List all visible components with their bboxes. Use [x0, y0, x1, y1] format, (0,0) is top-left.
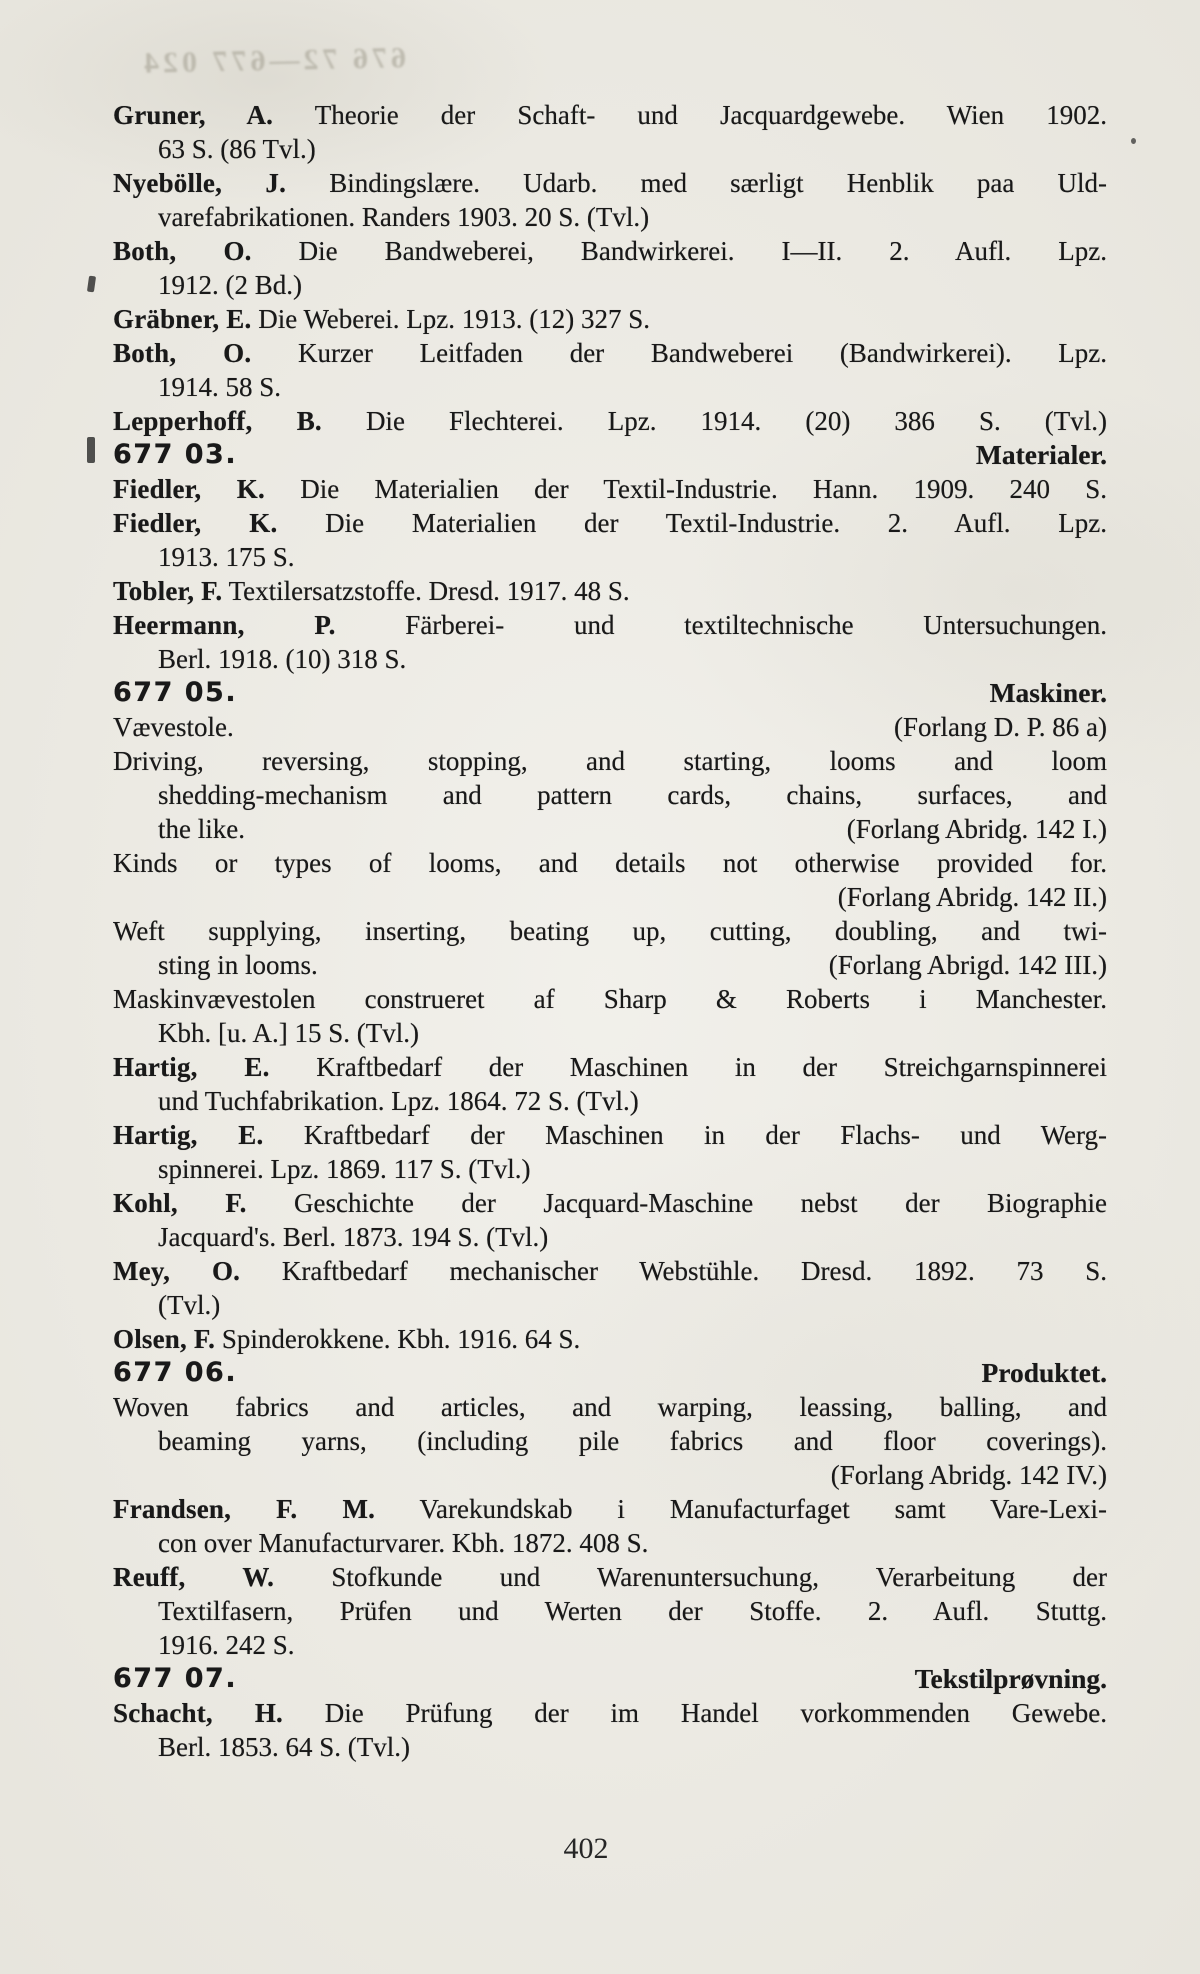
author-name: Lepperhoff, B.: [113, 406, 322, 436]
entry-line: [113, 472, 1107, 506]
entry-line: [113, 370, 1107, 404]
entry-text: Kraftbedarf mechanischer Webstühle. Dresd. 1892. 73 S.: [281, 1256, 1107, 1286]
scan-artifact: [87, 437, 95, 463]
section-heading-row: [113, 1662, 1107, 1696]
author-name: Both, O.: [113, 338, 252, 368]
classification-number: 677 07.: [113, 1663, 238, 1694]
author-name: Gräbner, E.: [113, 304, 252, 334]
author-name: Tobler, F.: [113, 576, 223, 606]
entry-line: [113, 1050, 1107, 1084]
entry-line: [113, 1220, 1107, 1254]
entry-text: 63 S. (86 Tvl.): [158, 134, 316, 164]
entry-text: Kbh. [u. A.] 15 S. (Tvl.): [158, 1018, 419, 1048]
author-name: Hartig, E.: [113, 1052, 270, 1082]
entry-line: [113, 846, 1107, 880]
entry-text: 1912. (2 Bd.): [158, 270, 302, 300]
entry-text: the like.: [158, 814, 245, 844]
entry-line: [113, 642, 1107, 676]
classification-number: 677 03.: [113, 439, 238, 470]
entry-text: Färberei- und textiltechnische Untersuchungen.: [405, 610, 1107, 640]
entry-line: [113, 608, 1107, 642]
author-name: Gruner, A.: [113, 100, 274, 130]
entry-text: Varekundskab i Manufacturfaget samt Vare-Lexi-: [419, 1494, 1107, 1524]
entry-line: [113, 812, 1107, 846]
entry-line: [113, 1696, 1107, 1730]
entry-text: Weft supplying, inserting, beating up, cutting, doubling, and twi-: [113, 916, 1107, 946]
entry-text: Jacquard's. Berl. 1873. 194 S. (Tvl.): [158, 1222, 549, 1252]
entry-text: Kinds or types of looms, and details not otherwise provided for.: [113, 848, 1107, 878]
entry-text: Driving, reversing, stopping, and starting, looms and loom: [113, 746, 1107, 776]
entry-text: und Tuchfabrikation. Lpz. 1864. 72 S. (Tvl.): [158, 1086, 639, 1116]
entry-line: [113, 1560, 1107, 1594]
entry-text: Die Flechterei. Lpz. 1914. (20) 386 S. (Tvl.): [365, 406, 1107, 436]
section-label: Produktet.: [981, 1357, 1107, 1388]
entry-text: varefabrikationen. Randers 1903. 20 S. (Tvl.): [158, 202, 650, 232]
text-block: [113, 98, 1107, 1764]
entry-text: Bindingslære. Udarb. med særligt Henblik paa Uld-: [329, 168, 1107, 198]
entry-line: [113, 1254, 1107, 1288]
entry-text: Kraftbedarf der Maschinen in der Streichgarnspinnerei: [316, 1052, 1107, 1082]
entry-line: [113, 1118, 1107, 1152]
entry-line: [113, 1492, 1107, 1526]
entry-line: [113, 982, 1107, 1016]
entry-text: Die Prüfung der im Handel vorkommenden Gewebe.: [324, 1698, 1107, 1728]
entry-text: Die Weberei. Lpz. 1913. (12) 327 S.: [258, 304, 650, 334]
section-label: Tekstilprøvning.: [914, 1663, 1107, 1694]
page-number: 402: [563, 1832, 609, 1865]
entry-line: [113, 1016, 1107, 1050]
entry-line: [113, 1458, 1107, 1492]
reference-label: (Forlang Abridg. 142 II.): [837, 882, 1107, 912]
entry-line: [113, 336, 1107, 370]
entry-text: con over Manufacturvarer. Kbh. 1872. 408 S.: [158, 1528, 649, 1558]
entry-text: Stofkunde und Warenuntersuchung, Verarbeitung der: [331, 1562, 1107, 1592]
section-heading-row: [113, 438, 1107, 472]
entry-line: [113, 1186, 1107, 1220]
reference-label: (Forlang Abridg. 142 IV.): [830, 1460, 1107, 1490]
entry-line: [113, 1288, 1107, 1322]
entry-line: [113, 1084, 1107, 1118]
entry-text: 1913. 175 S.: [158, 542, 295, 572]
author-name: Schacht, H.: [113, 1698, 283, 1728]
entry-line: [113, 404, 1107, 438]
author-name: Kohl, F.: [113, 1188, 247, 1218]
entry-text: sting in looms.: [158, 950, 318, 980]
bleed-through-header: 676 72—677 024: [139, 41, 407, 80]
section-label: Maskiner.: [989, 677, 1107, 708]
entry-text: Die Bandweberei, Bandwirkerei. I—II. 2. Aufl. Lpz.: [298, 236, 1107, 266]
entry-text: Die Materialien der Textil-Industrie. 2. Aufl. Lpz.: [325, 508, 1107, 538]
section-heading-row: [113, 676, 1107, 710]
author-name: Frandsen, F. M.: [113, 1494, 376, 1524]
section-heading-row: [113, 1356, 1107, 1390]
entry-text: Berl. 1918. (10) 318 S.: [158, 644, 407, 674]
entry-text: Textilersatzstoffe. Dresd. 1917. 48 S.: [228, 576, 630, 606]
entry-text: shedding-mechanism and pattern cards, chains, surfaces, and: [158, 780, 1107, 810]
author-name: Mey, O.: [113, 1256, 241, 1286]
entry-line: [113, 1594, 1107, 1628]
entry-text: Kurzer Leitfaden der Bandweberei (Bandwirkerei). Lpz.: [297, 338, 1107, 368]
entry-text: Maskinvævestolen construeret af Sharp & Roberts i Manchester.: [113, 984, 1107, 1014]
entry-line: [113, 234, 1107, 268]
entry-line: [113, 880, 1107, 914]
section-label: Materialer.: [975, 439, 1107, 470]
entry-line: [113, 98, 1107, 132]
entry-line: [113, 268, 1107, 302]
entry-text: Textilfasern, Prüfen und Werten der Stoffe. 2. Aufl. Stuttg.: [158, 1596, 1107, 1626]
entry-text: Die Materialien der Textil-Industrie. Hann. 1909. 240 S.: [300, 474, 1107, 504]
entry-line: [113, 132, 1107, 166]
entry-line: [113, 1730, 1107, 1764]
entry-text: Berl. 1853. 64 S. (Tvl.): [158, 1732, 410, 1762]
entry-text: Geschichte der Jacquard-Maschine nebst der Biographie: [294, 1188, 1107, 1218]
author-name: Fiedler, K.: [113, 474, 265, 504]
entry-text: Woven fabrics and articles, and warping, leassing, balling, and: [113, 1392, 1107, 1422]
classification-number: 677 06.: [113, 1357, 238, 1388]
entry-line: [113, 506, 1107, 540]
author-name: Reuff, W.: [113, 1562, 275, 1592]
entry-line: [113, 540, 1107, 574]
entry-text: Kraftbedarf der Maschinen in der Flachs- und Werg-: [303, 1120, 1107, 1150]
entry-line: [113, 1424, 1107, 1458]
entry-line: [113, 574, 1107, 608]
entry-text: (Tvl.): [158, 1290, 221, 1320]
entry-line: [113, 166, 1107, 200]
entry-line: [113, 1390, 1107, 1424]
author-name: Olsen, F.: [113, 1324, 216, 1354]
author-name: Both, O.: [113, 236, 252, 266]
entry-line: [113, 778, 1107, 812]
classification-number: 677 05.: [113, 677, 238, 708]
reference-label: (Forlang D. P. 86 a): [894, 712, 1107, 742]
author-name: Hartig, E.: [113, 1120, 264, 1150]
entry-line: [113, 302, 1107, 336]
author-name: Fiedler, K.: [113, 508, 278, 538]
entry-line: [113, 744, 1107, 778]
entry-line: [113, 710, 1107, 744]
entry-line: [113, 1152, 1107, 1186]
entry-line: [113, 1322, 1107, 1356]
entry-line: [113, 948, 1107, 982]
entry-text: Vævestole.: [113, 712, 234, 742]
author-name: Heermann, P.: [113, 610, 336, 640]
entry-text: spinnerei. Lpz. 1869. 117 S. (Tvl.): [158, 1154, 531, 1184]
entry-line: [113, 200, 1107, 234]
author-name: Nyebölle, J.: [113, 168, 287, 198]
entry-text: Theorie der Schaft- und Jacquardgewebe. Wien 1902.: [314, 100, 1107, 130]
entry-text: beaming yarns, (including pile fabrics and floor coverings).: [158, 1426, 1107, 1456]
entry-line: [113, 1526, 1107, 1560]
entry-text: Spinderokkene. Kbh. 1916. 64 S.: [221, 1324, 581, 1354]
reference-label: (Forlang Abrigd. 142 III.): [828, 950, 1107, 980]
reference-label: (Forlang Abridg. 142 I.): [846, 814, 1107, 844]
entry-text: 1916. 242 S.: [158, 1630, 295, 1660]
entry-line: [113, 914, 1107, 948]
entry-line: [113, 1628, 1107, 1662]
entry-text: 1914. 58 S.: [158, 372, 282, 402]
scan-artifact: [1131, 138, 1136, 144]
scan-artifact: [87, 276, 96, 293]
